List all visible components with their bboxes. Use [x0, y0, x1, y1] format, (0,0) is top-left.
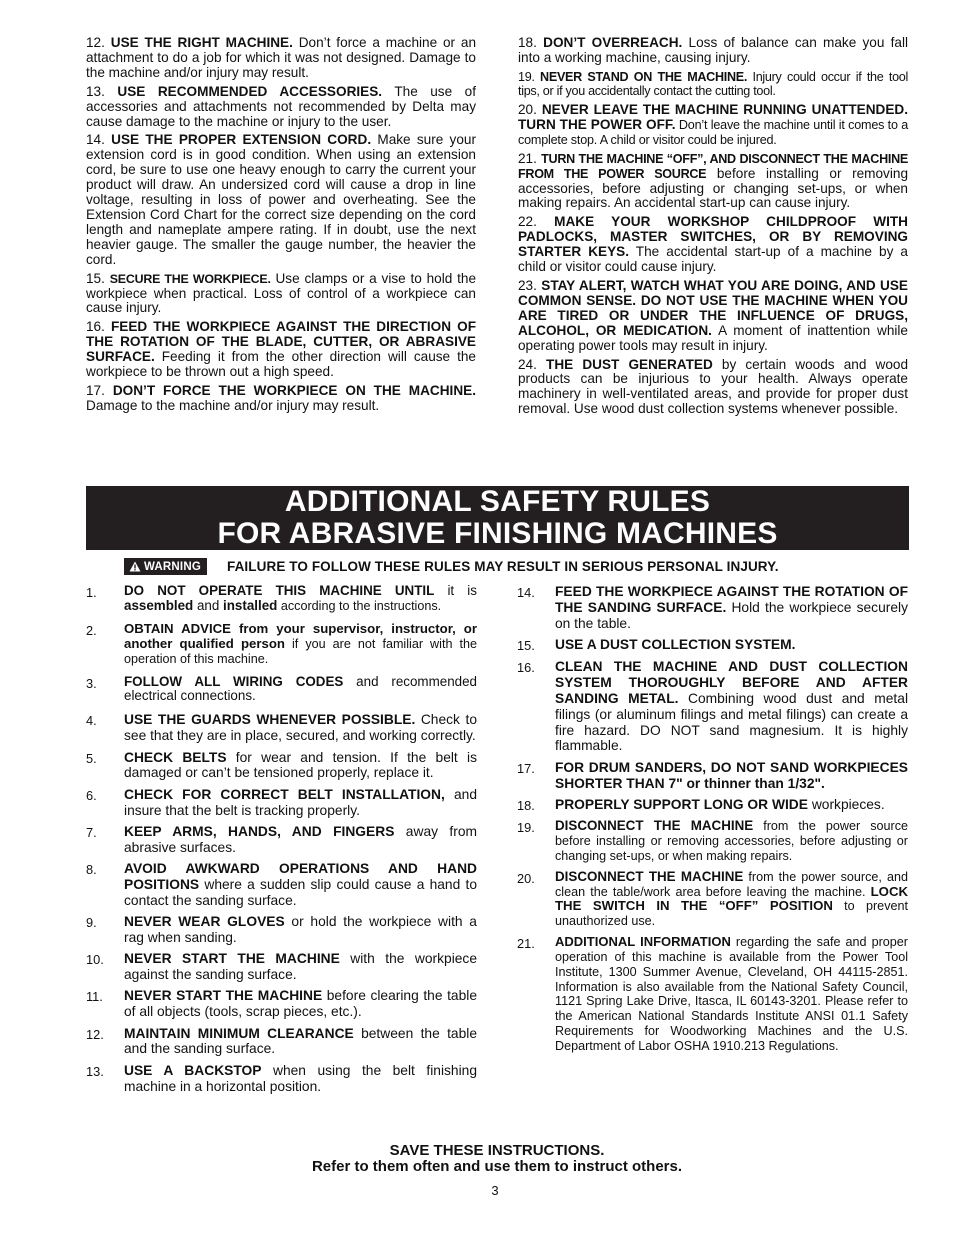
rule-13: 13. USE RECOMMENDED ACCESSORIES. The use of accessories and attachments not recommended by Delta may cause damage to the machine or injury to the user. [86, 83, 476, 129]
rule-22: 22. MAKE YOUR WORKSHOP CHILDPROOF WITH PADLOCKS, MASTER SWITCHES, OR BY REMOVING STARTER KEYS. The accidental start-up of a machine by a child or visitor could cause injury. [518, 214, 908, 275]
abrasive-rule-10: 10. NEVER START THE MACHINE with the workpiece against the sanding surface. [86, 951, 477, 983]
warning-triangle-icon [129, 561, 141, 572]
rule-16: 16. FEED THE WORKPIECE AGAINST THE DIRECTION OF THE ROTATION OF THE BLADE, CUTTER, OR ABRASIVE SURFACE. Feeding it from the other direction will cause the workpiece to be thrown out a high speed. [86, 319, 476, 380]
rules-column-left [86, 36, 476, 421]
rule-15: 15. SECURE THE WORKPIECE. Use clamps or a vise to hold the workpiece when practical. Loss of control of a workpiece can cause injury. [86, 270, 477, 316]
abrasive-rule-16: 16. CLEAN THE MACHINE AND DUST COLLECTION SYSTEM THOROUGHLY BEFORE AND AFTER SANDING METAL. Combining wood dust and metal filings (or aluminum filings and metal filings) can create a fire hazard. DO NOT sand magnesium. It is highly flammable. [517, 659, 909, 754]
general-safety-rules [86, 36, 908, 421]
warning-badge [124, 558, 207, 575]
abrasive-rule-14: 14. FEED THE WORKPIECE AGAINST THE ROTATION OF THE SANDING SURFACE. Hold the workpiece securely on the table. [517, 584, 908, 631]
abrasive-rules [86, 584, 908, 1100]
rule-23: 23. STAY ALERT, WATCH WHAT YOU ARE DOING, AND USE COMMON SENSE. DO NOT USE THE MACHINE WHEN YOU ARE TIRED OR UNDER THE INFLUENCE OF DRUGS, ALCOHOL, OR MEDICATION. A moment of inattention while operating power tools may result in injury. [518, 277, 908, 353]
banner-title-line-1: ADDITIONAL SAFETY RULES [284, 485, 711, 518]
warning-line [124, 558, 904, 575]
warning-text: FAILURE TO FOLLOW THESE RULES MAY RESULT IN SERIOUS PERSONAL INJURY. [226, 559, 779, 574]
rule-12: 12. USE THE RIGHT MACHINE. Don’t force a machine or an attachment to do a job for which it was not designed. Damage to the machine and/or injury may result. [86, 35, 477, 80]
rules-column-right [518, 36, 908, 421]
abrasive-rule-12: 12. MAINTAIN MINIMUM CLEARANCE between the table and the sanding surface. [86, 1025, 477, 1057]
save-instructions-line-1: SAVE THESE INSTRUCTIONS. [389, 1142, 605, 1159]
rule-24: 24. THE DUST GENERATED by certain woods and wood products can be injurious to your health. Always operate machinery in well-ventilated areas, and provide for proper dust removal. Use wood dust collection systems whenever possible. [518, 356, 909, 417]
abrasive-rule-9: 9. NEVER WEAR GLOVES or hold the workpiece with a rag when sanding. [86, 914, 477, 945]
rule-17: 17. DON’T FORCE THE WORKPIECE ON THE MACHINE. Damage to the machine and/or injury may result. [86, 382, 476, 413]
rule-14: 14. USE THE PROPER EXTENSION CORD. Make sure your extension cord is in good condition. When using an extension cord, be sure to use one heavy enough to carry the current your product will draw. An undersized cord will cause a drop in line voltage, resulting in loss of power and overheating. See the Extension Cord Chart for the correct size depending on the cord length and nameplate ampere rating. If in doubt, use the next heavier gauge. The smaller the gauge number, the heavier the cord. [86, 132, 477, 267]
abrasive-rule-11: 11. NEVER START THE MACHINE before clearing the table of all objects (tools, scrap pieces, etc.). [86, 988, 477, 1020]
abrasive-rule-15: 15. USE A DUST COLLECTION SYSTEM. [517, 636, 796, 653]
abrasive-rule-1: 1. DO NOT OPERATE THIS MACHINE UNTIL it is assembled and installed according to the instructions. [86, 583, 477, 613]
rule-21: 21. TURN THE MACHINE “OFF”, AND DISCONNECT THE MACHINE FROM THE POWER SOURCE before installing or removing accessories, before adjusting or changing set-ups, or when making repairs. An accidental start-up can cause injury. [518, 150, 908, 211]
rule-18: 18. DON’T OVERREACH. Loss of balance can make you fall into a working machine, causing injury. [518, 35, 909, 65]
abrasive-rule-20: 20. DISCONNECT THE MACHINE from the power source, and clean the table/work area before leaving the machine. LOCK THE SWITCH IN THE “OFF” POSITION to prevent unauthorized use. [517, 868, 908, 929]
banner-title-line-2: FOR ABRASIVE FINISHING MACHINES [217, 517, 778, 550]
save-instructions-line-2: Refer to them often and use them to instruct others. [311, 1158, 683, 1175]
page-number: 3 [491, 1183, 499, 1198]
abrasive-rule-19: 19. DISCONNECT THE MACHINE from the power source before installing or removing accessories, before adjusting or changing set-ups, or when making repairs. [517, 818, 908, 864]
rule-19: 19. NEVER STAND ON THE MACHINE. Injury could occur if the tool tips, or if you accidentally contact the cutting tool. [518, 69, 908, 99]
abrasive-rule-3: 3. FOLLOW ALL WIRING CODES and recommended electrical connections. [86, 673, 477, 704]
section-banner [86, 486, 909, 550]
abrasive-rule-21: 21. ADDITIONAL INFORMATION regarding the safe and proper operation of this machine is available from the Power Tool Institute, 1300 Summer Avenue, Cleveland, OH 44115-2851. Information is also available from the National Safety Council, 1121 Spring Lake Drive, Itasca, IL 60143-3201. Please refer to the American National Standards Institute ANSI 01.1 Safety Requirements for Woodworking Machines and the U.S. Department of Labor OSHA 1910.213 Regulations. [517, 933, 908, 1054]
abrasive-rule-6: 6. CHECK FOR CORRECT BELT INSTALLATION, and insure that the belt is tracking properly. [86, 786, 477, 818]
rule-20: 20. NEVER LEAVE THE MACHINE RUNNING UNATTENDED. TURN THE POWER OFF. Don’t leave the machine until it comes to a complete stop. A child or visitor could be injured. [518, 102, 909, 147]
abrasive-rule-13: 13. USE A BACKSTOP when using the belt finishing machine in a horizontal position. [86, 1062, 477, 1094]
abrasive-rules-right [517, 584, 908, 1100]
warning-badge-label: WARNING [144, 560, 201, 573]
abrasive-rule-5: 5. CHECK BELTS for wear and tension. If the belt is damaged or can’t be tensioned properly, replace it. [86, 749, 477, 781]
save-instructions [86, 1143, 908, 1175]
abrasive-rule-8: 8. AVOID AWKWARD OPERATIONS AND HAND POSITIONS where a sudden slip could cause a hand to contact the sanding surface. [86, 861, 477, 908]
abrasive-rule-4: 4. USE THE GUARDS WHENEVER POSSIBLE. Check to see that they are in place, secured, and working correctly. [86, 712, 477, 744]
abrasive-rule-18: 18. PROPERLY SUPPORT LONG OR WIDE workpieces. [517, 796, 885, 813]
abrasive-rules-left [86, 584, 477, 1100]
abrasive-rule-2: 2. OBTAIN ADVICE from your supervisor, instructor, or another qualified person if you are not familiar with the operation of this machine. [86, 620, 477, 666]
abrasive-rule-7: 7. KEEP ARMS, HANDS, AND FINGERS away from abrasive surfaces. [86, 823, 477, 855]
abrasive-rule-17: 17. FOR DRUM SANDERS, DO NOT SAND WORKPIECES SHORTER THAN 7" or thinner than 1/32". [517, 759, 908, 791]
